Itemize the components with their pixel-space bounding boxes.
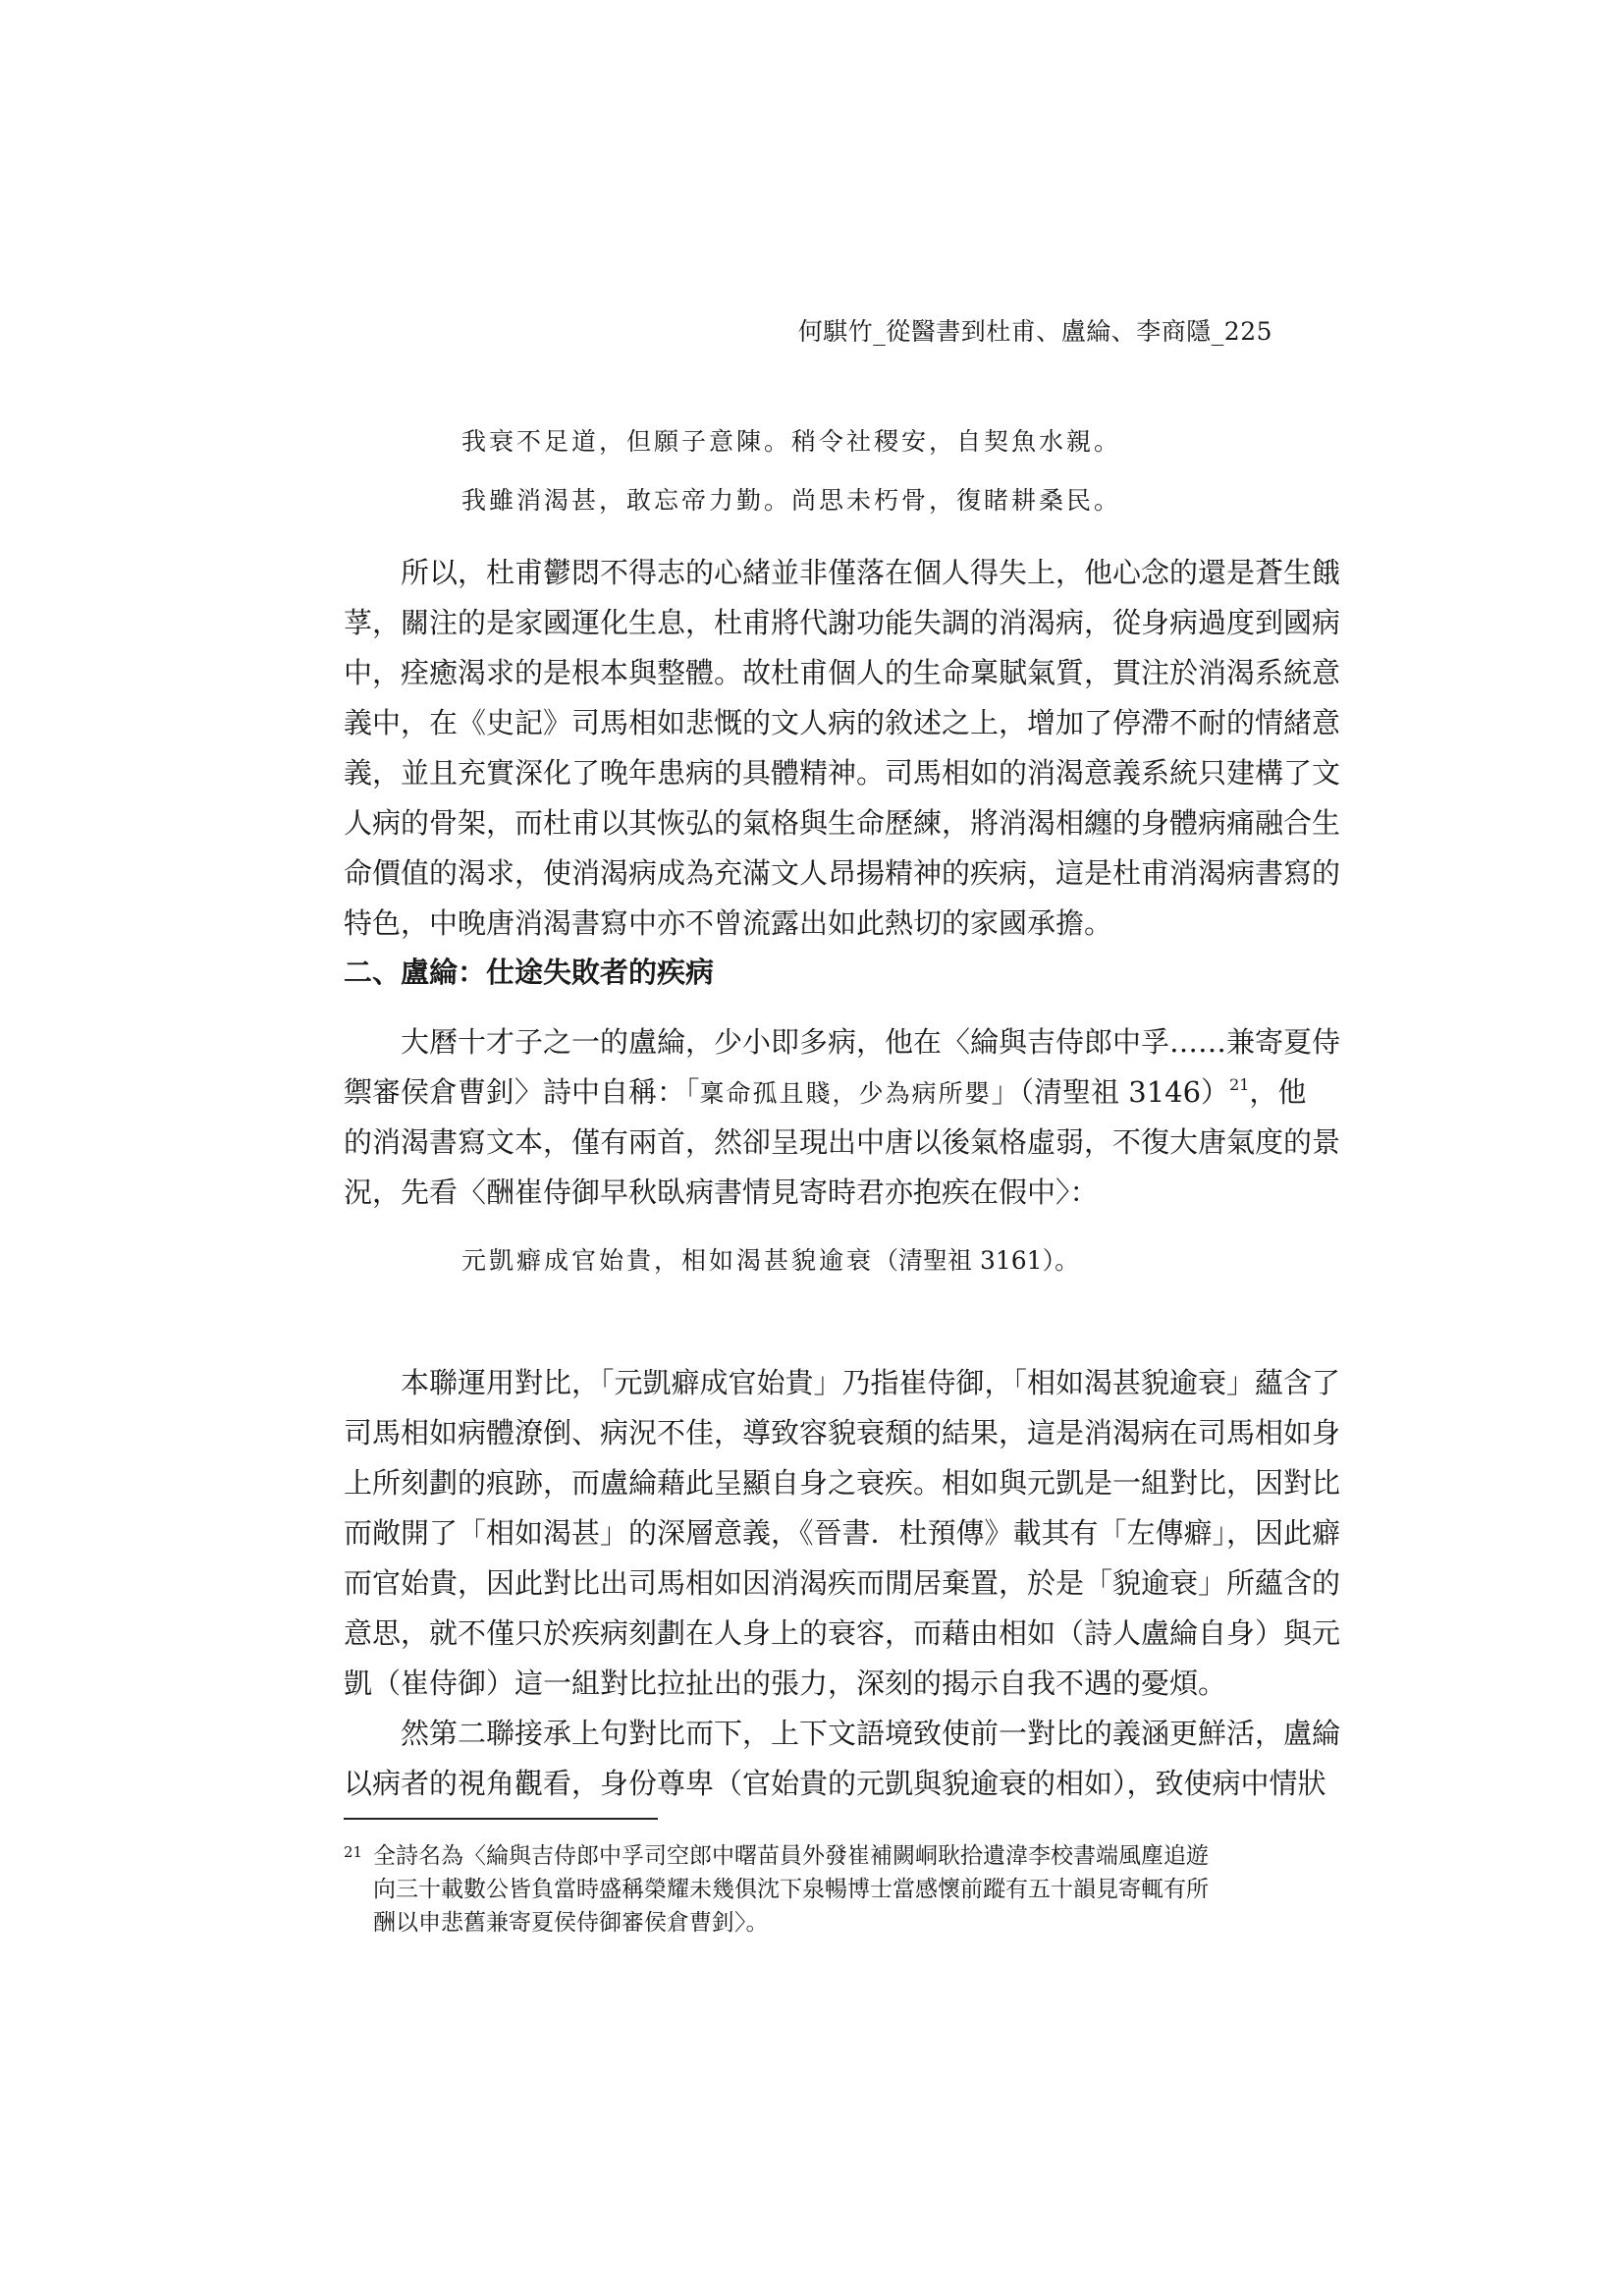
poem-quotation (461, 412, 1121, 530)
paragraph-line: 中，痊癒渴求的是根本與整體。故杜甫個人的生命稟賦氣質，貫注於消渴系統意 (344, 656, 1341, 689)
paragraph-line: 莩，關注的是家國運化生息，杜甫將代謝功能失調的消渴病，從身病過度到國病 (344, 606, 1341, 639)
text-span: 」（清聖祖 3146） (991, 1075, 1230, 1109)
inline-poem-quote: 稟命孤且賤，少為病所嬰 (699, 1079, 992, 1108)
poem-text: 元凱癖成官始貴，相如渴甚貌逾衰 (461, 1246, 875, 1275)
poem-quotation (461, 1231, 1079, 1290)
paragraph-line: 命價值的渴求，使消渴病成為充滿文人昂揚精神的疾病，這是杜甫消渴病書寫的 (344, 856, 1341, 890)
paragraph-line: 所以，杜甫鬱悶不得志的心緒並非僅落在個人得失上，他心念的還是蒼生餓 (401, 556, 1341, 589)
paragraph-line: 意思，就不僅只於疾病刻劃在人身上的衰容，而藉由相如（詩人盧綸自身）與元 (344, 1616, 1341, 1650)
paragraph-line: 人病的骨架，而杜甫以其恢弘的氣格與生命歷練，將消渴相纏的身體病痛融合生 (344, 806, 1341, 840)
paragraph-line (344, 1067, 1307, 1118)
paragraph-line: 以病者的視角觀看，身份尊卑（官始貴的元凱與貌逾衰的相如），致使病中情狀 (344, 1767, 1326, 1800)
poem-line: 我雖消渴甚，敢忘帝力勤。尚思未朽骨，復睹耕桑民。 (461, 486, 1122, 515)
footnote-number: 21 (344, 1843, 363, 1861)
paragraph-line: 本聯運用對比，「元凱癖成官始貴」乃指崔侍御，「相如渴甚貌逾衰」蘊含了 (401, 1366, 1341, 1399)
footnote-ref[interactable]: 21 (1229, 1075, 1250, 1094)
paragraph-line: 大曆十才子之一的盧綸，少小即多病，他在〈綸與吉侍郎中孚……兼寄夏侍 (401, 1025, 1341, 1059)
poem-line (461, 1231, 1079, 1290)
paragraph-line: 司馬相如病體潦倒、病況不佳，導致容貌衰頹的結果，這是消渴病在司馬相如身 (344, 1416, 1341, 1449)
paragraph-dufu-summary (344, 548, 1341, 949)
poem-citation: （清聖祖 3161）。 (874, 1246, 1080, 1275)
paragraph-line: 義中，在《史記》司馬相如悲慨的文人病的敘述之上，增加了停滯不耐的情緒意 (344, 706, 1341, 739)
poem-line: 我衰不足道，但願子意陳。稍令社稷安，自契魚水親。 (461, 427, 1122, 456)
footnote-21 (344, 1839, 1286, 1940)
footnote-line: 向三十載數公皆負當時盛稱榮耀未幾俱沈下泉暢博士當感懷前蹤有五十韻見寄輒有所 (373, 1877, 1209, 1902)
paragraph-line: 上所刻劃的痕跡，而盧綸藉此呈顯自身之衰疾。相如與元凱是一組對比，因對比 (344, 1466, 1341, 1500)
paragraph-line: 況，先看〈酬崔侍御早秋臥病書情見寄時君亦抱疾在假中〉： (344, 1175, 1099, 1209)
paragraph-lulun-intro (344, 1017, 1341, 1218)
paragraph-line: 特色，中晚唐消渴書寫中亦不曾流露出如此熱切的家國承擔。 (344, 906, 1113, 940)
paragraph-line: 的消渴書寫文本，僅有兩首，然卻呈現出中唐以後氣格虛弱，不復大唐氣度的景 (344, 1125, 1341, 1159)
footnote-divider (344, 1818, 658, 1820)
paragraph-line: 義，並且充實深化了晚年患病的具體精神。司馬相如的消渴意義系統只建構了文 (344, 756, 1341, 790)
paragraph-analysis (344, 1358, 1341, 1709)
running-header: 何騏竹_從醫書到杜甫、盧綸、李商隱_225 (797, 317, 1272, 346)
paragraph-line: 而敞開了「相如渴甚」的深層意義，《晉書．杜預傳》載其有「左傳癖」，因此癖 (344, 1516, 1341, 1550)
section-heading: 二、盧綸：仕途失敗者的疾病 (344, 956, 715, 989)
paragraph-line: 然第二聯接承上句對比而下，上下文語境致使前一對比的義涵更鮮活，盧綸 (401, 1717, 1341, 1750)
text-span: 禦審侯倉曹釗〉詩中自稱：「 (344, 1075, 700, 1109)
footnote-line: 酬以申悲舊兼寄夏侯侍御審侯倉曹釗〉。 (373, 1910, 769, 1936)
footnote-line: 全詩名為〈綸與吉侍郎中孚司空郎中曙苗員外發崔補闕峒耿拾遺湋李校書端風塵追遊 (373, 1843, 1209, 1869)
paragraph-line: 凱（崔侍御）這一組對比拉扯出的張力，深刻的揭示自我不遇的憂煩。 (344, 1667, 1227, 1700)
paragraph-second-couplet (344, 1709, 1341, 1809)
paragraph-line: 而官始貴，因此對比出司馬相如因消渴疾而閒居棄置，於是「貌逾衰」所蘊含的 (344, 1566, 1341, 1600)
text-span: ，他 (1249, 1075, 1307, 1109)
